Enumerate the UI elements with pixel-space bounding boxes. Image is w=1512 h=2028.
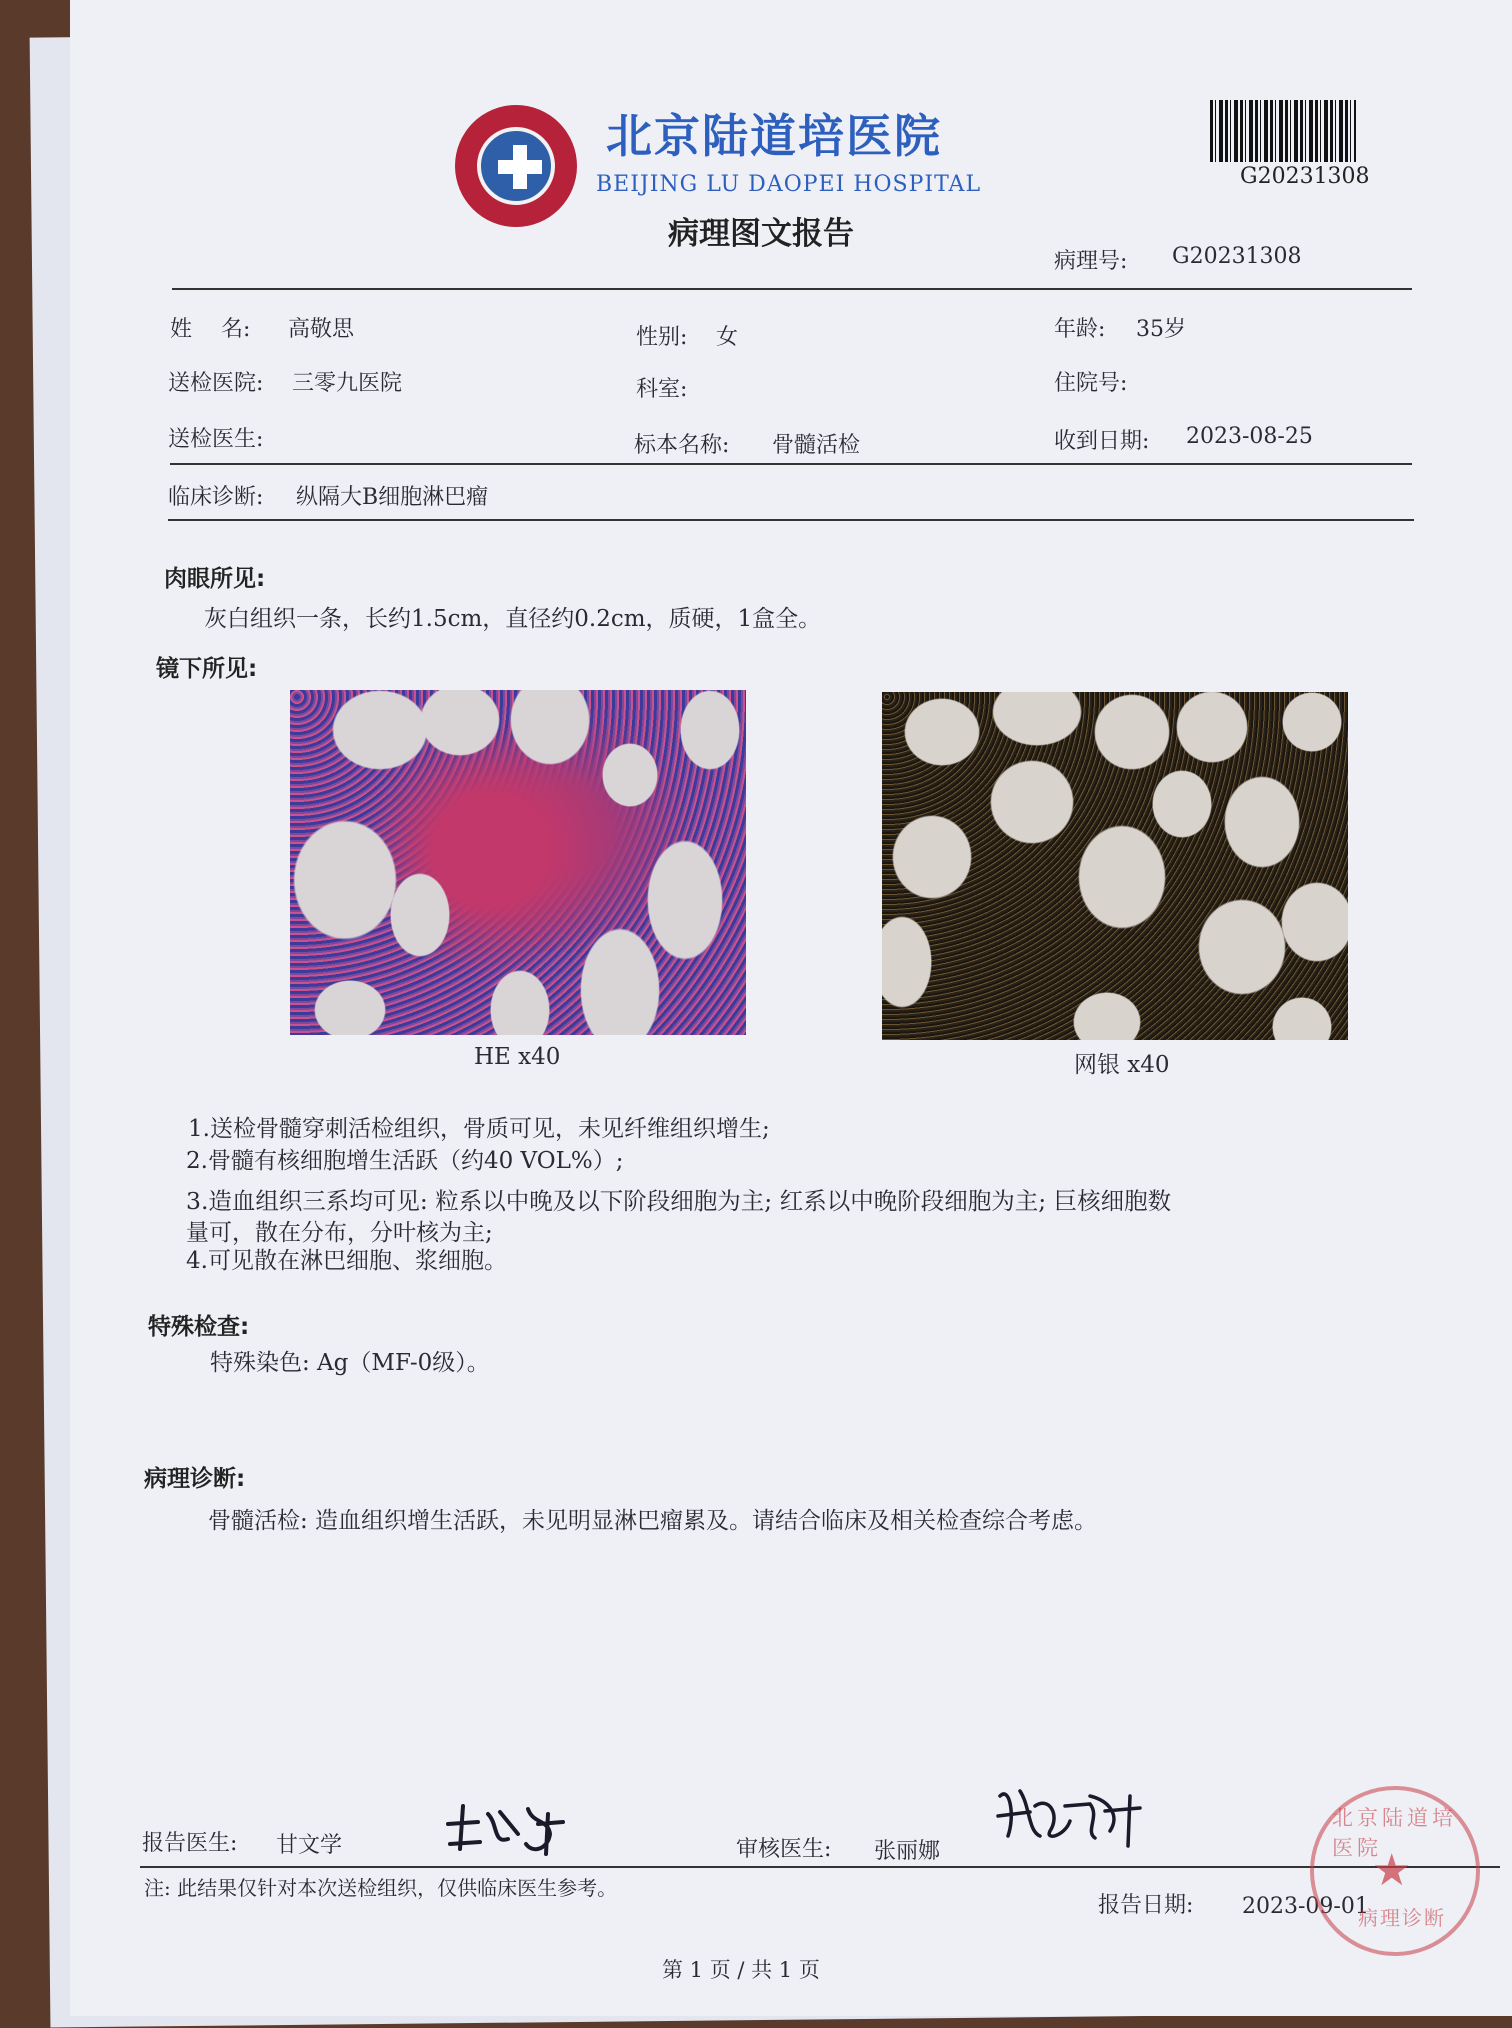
send-hospital-value: 三零九医院 bbox=[292, 371, 403, 396]
finding-line: 量可，散在分布，分叶核为主; bbox=[186, 1220, 493, 1246]
send-doctor-label: 送检医生: bbox=[168, 427, 264, 452]
report-doctor-signature bbox=[438, 1794, 588, 1864]
department-label: 科室: bbox=[636, 377, 688, 402]
divider-top bbox=[172, 288, 1412, 290]
pathology-no-label: 病理号: bbox=[1054, 249, 1128, 274]
gross-heading: 肉眼所见: bbox=[164, 566, 266, 592]
special-heading: 特殊检查: bbox=[148, 1314, 250, 1340]
finding-line: 2.骨髓有核细胞增生活跃（约40 VOL%）; bbox=[186, 1148, 624, 1174]
finding-line: 1.送检骨髓穿刺活检组织，骨质可见，未见纤维组织增生; bbox=[188, 1116, 770, 1142]
divider-lower bbox=[168, 519, 1414, 521]
name-label: 姓 名: bbox=[170, 317, 251, 342]
review-doctor-signature bbox=[990, 1776, 1150, 1866]
age-value: 35岁 bbox=[1136, 317, 1186, 342]
gender-label: 性别: bbox=[636, 325, 688, 350]
pathology-no-value: G20231308 bbox=[1172, 244, 1302, 269]
finding-line: 3.造血组织三系均可见: 粒系以中晚及以下阶段细胞为主; 红系以中晚阶段细胞为主; 巨核细胞数 bbox=[186, 1187, 1172, 1215]
hospital-name-en: BEIJING LU DAOPEI HOSPITAL bbox=[596, 172, 982, 197]
admission-label: 住院号: bbox=[1054, 371, 1128, 396]
age-label: 年龄: bbox=[1054, 317, 1106, 342]
report-date-label: 报告日期: bbox=[1098, 1893, 1194, 1918]
finding-line: 4.可见散在淋巴细胞、浆细胞。 bbox=[186, 1248, 507, 1274]
hospital-logo bbox=[455, 105, 577, 227]
send-hospital-label: 送检医院: bbox=[168, 371, 264, 396]
special-text: 特殊染色: Ag（MF-0级）。 bbox=[210, 1350, 490, 1376]
he-caption: HE x40 bbox=[474, 1044, 561, 1070]
barcode-number: G20231308 bbox=[1240, 164, 1370, 189]
diagnosis-text: 骨髓活检: 造血组织增生活跃，未见明显淋巴瘤累及。请结合临床及相关检查综合考虑。 bbox=[208, 1508, 1098, 1534]
specimen-label: 标本名称: bbox=[634, 433, 730, 458]
silver-stain-micrograph bbox=[882, 692, 1348, 1040]
silver-caption: 网银 x40 bbox=[1074, 1052, 1170, 1078]
received-label: 收到日期: bbox=[1054, 429, 1150, 454]
divider-footer bbox=[140, 1866, 1500, 1868]
report-title: 病理图文报告 bbox=[668, 216, 854, 252]
hospital-seal: 北京陆道培医院 ★ 病理诊断 bbox=[1310, 1786, 1480, 1956]
page-indicator: 第 1 页 / 共 1 页 bbox=[662, 1958, 820, 1982]
review-doctor-value: 张丽娜 bbox=[874, 1839, 941, 1864]
hospital-name-cn: 北京陆道培医院 bbox=[606, 109, 942, 163]
clinical-value: 纵隔大B细胞淋巴瘤 bbox=[296, 485, 489, 510]
gender-value: 女 bbox=[716, 325, 739, 350]
review-doctor-label: 审核医生: bbox=[736, 1837, 832, 1862]
barcode bbox=[1210, 100, 1356, 162]
report-date-value: 2023-09-01 bbox=[1242, 1894, 1369, 1919]
microscopy-heading: 镜下所见: bbox=[156, 656, 258, 682]
report-sheet bbox=[70, 0, 1512, 2016]
name-value: 高敬思 bbox=[288, 317, 355, 342]
clinical-label: 临床诊断: bbox=[168, 485, 264, 510]
footer-note: 注: 此结果仅针对本次送检组织，仅供临床医生参考。 bbox=[144, 1876, 618, 1900]
received-value: 2023-08-25 bbox=[1186, 424, 1313, 449]
diagnosis-heading: 病理诊断: bbox=[144, 1466, 246, 1492]
report-doctor-value: 甘文学 bbox=[276, 1833, 343, 1858]
report-doctor-label: 报告医生: bbox=[142, 1831, 238, 1856]
he-stain-micrograph bbox=[290, 690, 746, 1035]
specimen-value: 骨髓活检 bbox=[772, 433, 861, 458]
gross-text: 灰白组织一条，长约1.5cm，直径约0.2cm，质硬，1盒全。 bbox=[204, 606, 822, 632]
divider-mid bbox=[170, 463, 1412, 465]
